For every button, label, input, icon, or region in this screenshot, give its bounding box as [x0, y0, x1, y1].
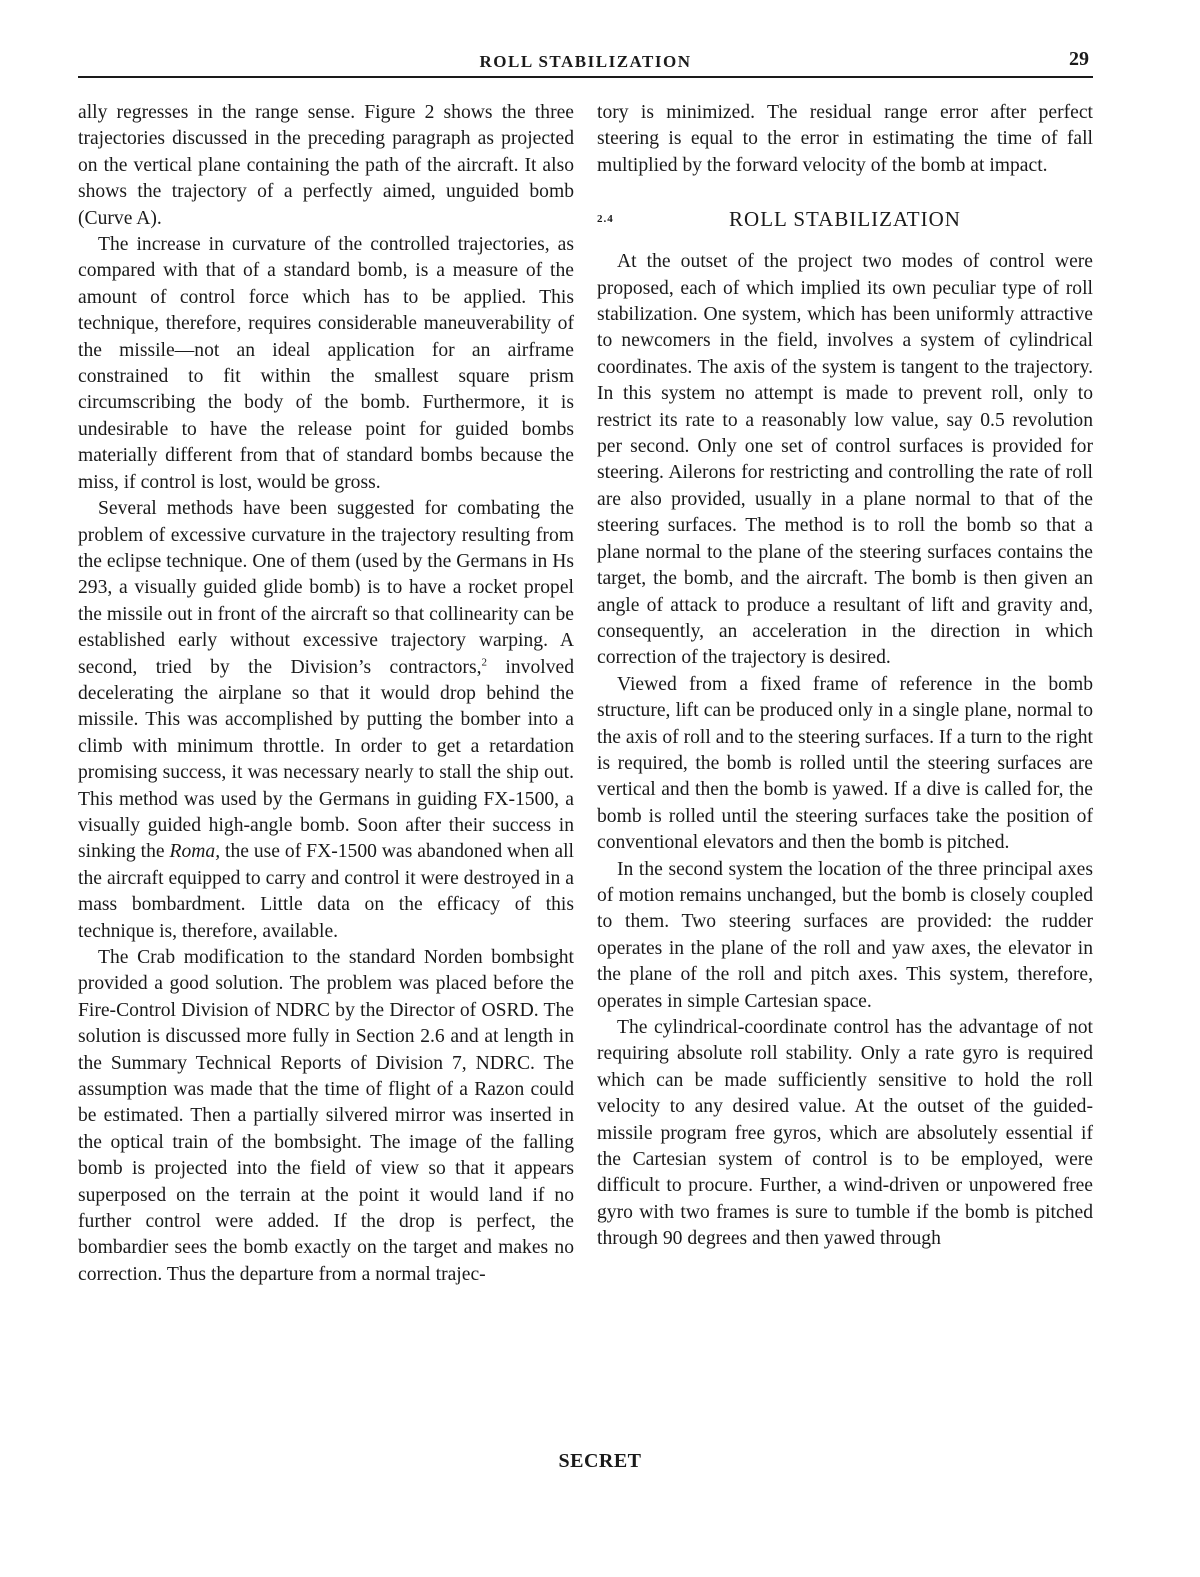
- paragraph-text: involved decelerating the airplane so that it would drop behind the missile. This was accomplished by putting the bomber into a climb with minimum throttle. In order to get a retardation promising success, it was necessary nearly to stall the ship out. This method was used by the Germans in guiding FX-1500, a visually guided high-angle bomb. Soon after their success in sinking the: [78, 656, 574, 863]
- ship-name: Roma,: [169, 841, 221, 863]
- security-classification: SECRET: [558, 1450, 642, 1472]
- left-column: [78, 100, 574, 1288]
- section-number: 2.4: [597, 213, 614, 226]
- section-title: ROLL STABILIZATION: [729, 207, 961, 232]
- right-column: [597, 100, 1093, 1253]
- paragraph: In the second system the location of the three principal axes of motion remains unchanged, but the bomb is closely coupled to them. Two steering surfaces are provided: the rudder operates in the plane of the roll and yaw axes, the elevator in the plane of the roll and pitch axes. This system, therefore, operates in simple Cartesian space.: [597, 858, 1093, 1012]
- paragraph-text: Several methods have been suggested for combating the problem of excessive curvature in the trajectory resulting from the eclipse technique. One of them (used by the Germans in Hs 293, a visually guided glide bomb) is to have a rocket propel the missile out in front of the aircraft so that collinearity can be established early without excessive trajectory warping. A second, tried by the Division’s contractors,: [78, 498, 574, 678]
- paragraph: ally regresses in the range sense. Figure 2 shows the three trajectories discussed in the preceding paragraph as projected on the vertical plane containing the path of the aircraft. It also shows the trajectory of a perfectly aimed, unguided bomb (Curve A).: [78, 102, 574, 229]
- paragraph: The increase in curvature of the controlled trajectories, as compared with that of a standard bomb, is a measure of the amount of control force which has to be applied. This technique, therefore, requires considerable maneuverability of the missile—not an ideal application for an airframe constrained to fit within the smallest square prism circumscribing the body of the bomb. Furthermore, it is undesirable to have the release point for guided bombs materially different from that of standard bombs because the miss, if control is lost, would be gross.: [78, 234, 574, 493]
- reference-superscript: 2: [481, 656, 487, 668]
- paragraph: At the outset of the project two modes of control were proposed, each of which implied its own peculiar type of roll stabilization. One system, which has been uniformly attractive to newcomers in the field, involves a system of cylindrical coordinates. The axis of the system is tangent to the trajectory. In this system no attempt is made to prevent roll, only to restrict its rate to a reasonably low value, say 0.5 revolution per second. Only one set of control surfaces is provided for steering. Ailerons for restricting and controlling the rate of roll are also provided, usually in a plane normal to that of the steering surfaces. The method is to roll the bomb so that a plane normal to the plane of the steering surfaces contains the target, the bomb, and the aircraft. The bomb is then given an angle of attack to produce a resultant of lift and gravity and, consequently, an acceleration in the direction in which correction of the trajectory is desired.: [597, 251, 1093, 669]
- paragraph: The Crab modification to the standard Norden bombsight provided a good solution. The problem was placed before the Fire-Control Division of NDRC by the Director of OSRD. The solution is discussed more fully in Section 2.6 and at length in the Summary Technical Reports of Division 7, NDRC. The assumption was made that the time of flight of a Razon could be estimated. Then a partially silvered mirror was inserted in the optical train of the bombsight. The image of the falling bomb is projected into the field of view so that it appears superposed on the terrain at the point it would land if no further control were added. If the drop is perfect, the bombardier sees the bomb exactly on the target and makes no correction. Thus the departure from a normal trajec-: [78, 947, 574, 1285]
- paragraph: The cylindrical-coordinate control has the advantage of not requiring absolute roll stability. Only a rate gyro is required which can be made sufficiently sensitive to hold the roll velocity to any desired value. At the outset of the guided-missile program free gyros, which are absolutely essential if the Cartesian system of control is to be employed, were difficult to procure. Further, a wind-driven or unpowered free gyro with two frames is sure to tumble if the bomb is pitched through 90 degrees and then yawed through: [597, 1017, 1093, 1250]
- running-header: [78, 50, 1093, 78]
- paragraph-text: the use of FX-1500 was abandoned when all the aircraft equipped to carry and control it were destroyed in a mass bombardment. Little data on the efficacy of this technique is, therefore, available.: [78, 841, 574, 942]
- running-title: ROLL STABILIZATION: [479, 52, 692, 71]
- paragraph: Viewed from a fixed frame of reference in the bomb structure, lift can be produced only in a single plane, normal to the axis of roll and to the steering surfaces. If a turn to the right is required, the bomb is rolled until the steering surfaces are vertical and then the bomb is yawed. If a dive is called for, the bomb is rolled until the steering surfaces take the position of conventional elevators and then the bomb is pitched.: [597, 673, 1093, 854]
- page-number: 29: [1069, 48, 1089, 70]
- paragraph: tory is minimized. The residual range error after perfect steering is equal to the error in estimating the time of fall multiplied by the forward velocity of the bomb at impact.: [597, 102, 1093, 176]
- section-heading: [597, 205, 1093, 233]
- paragraph: [78, 496, 574, 945]
